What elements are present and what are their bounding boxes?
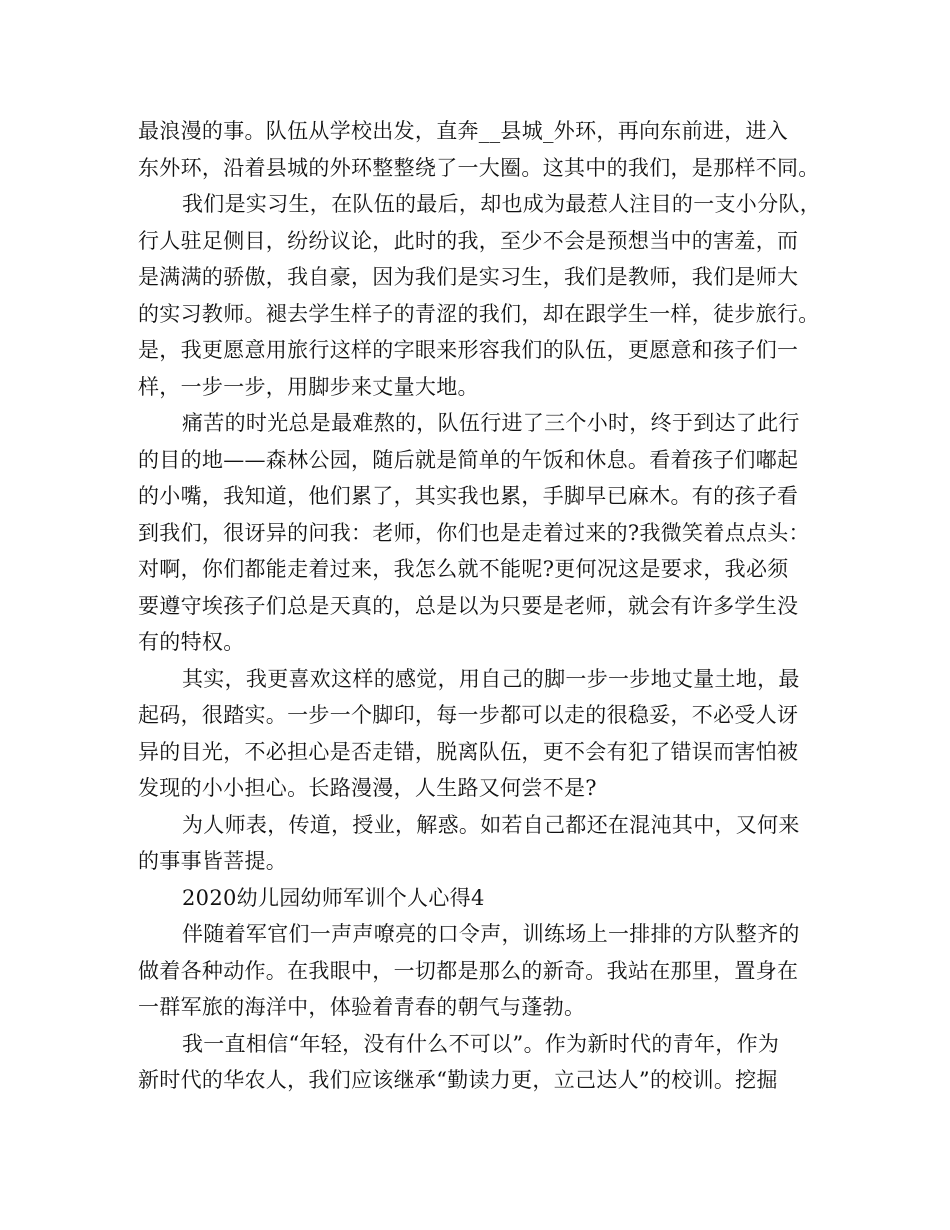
text-line: 最浪漫的事。队伍从学校出发，直奔__县城_外环，再向东前进，进入 — [138, 119, 789, 143]
text-line: 异的目光，不必担心是否走错，脱离队伍，更不会有犯了错误而害怕被 — [138, 739, 799, 764]
text-line: 一群军旅的海洋中，体验着青春的朝气与蓬勃。 — [138, 995, 586, 1019]
text-line: 我一直相信“年轻，没有什么不可以”。作为新时代的青年，作为 — [182, 1031, 780, 1056]
text-line: 我们是实习生，在队伍的最后，却也成为最惹人注目的一支小分队， — [182, 192, 821, 216]
text-line: 为人师表，传道，授业，解惑。如若自己都还在混沌其中，又何来 — [182, 812, 800, 837]
text-line: 2020幼儿园幼师军训个人心得4 — [182, 885, 485, 910]
text-line: 到我们，很讶异的问我：老师，你们也是走着过来的?我微笑着点点头： — [138, 520, 810, 545]
text-line: 伴随着军官们一声声嘹亮的口令声，训练场上一排排的方队整齐的 — [182, 922, 800, 946]
text-line: 要遵守埃孩子们总是天真的，总是以为只要是老师，就会有许多学生没 — [138, 593, 799, 618]
text-line: 新时代的华农人，我们应该继承“勤读力更，立己达人”的校训。挖掘 — [138, 1068, 778, 1092]
text-line: 东外环，沿着县城的外环整整绕了一大圈。这其中的我们，是那样不同。 — [138, 155, 820, 180]
text-line: 的事事皆菩提。 — [138, 849, 288, 873]
text-line: 痛苦的时光总是最难熬的，队伍行进了三个小时，终于到达了此行 — [182, 411, 800, 435]
text-line: 是，我更愿意用旅行这样的字眼来形容我们的队伍，更愿意和孩子们一 — [138, 338, 799, 362]
document-body — [138, 113, 821, 1099]
text-line: 的实习教师。褪去学生样子的青涩的我们，却在跟学生一样，徒步旅行。 — [138, 301, 820, 326]
text-line: 样，一步一步，用脚步来丈量大地。 — [138, 374, 479, 399]
text-line: 起码，很踏实。一步一个脚印，每一步都可以走的很稳妥，不必受人讶 — [138, 703, 799, 727]
text-line: 其实，我更喜欢这样的感觉，用自己的脚一步一步地丈量土地，最 — [182, 666, 800, 691]
text-line: 是满满的骄傲，我自豪，因为我们是实习生，我们是教师，我们是师大 — [138, 265, 799, 289]
text-line: 做着各种动作。在我眼中，一切都是那么的新奇。我站在那里，置身在 — [138, 958, 799, 983]
text-line: 发现的小小担心。长路漫漫，人生路又何尝不是? — [138, 776, 597, 800]
text-line: 对啊，你们都能走着过来，我怎么就不能呢?更何况这是要求，我必须 — [138, 557, 789, 581]
text-line: 的小嘴，我知道，他们累了，其实我也累，手脚早已麻木。有的孩子看 — [138, 484, 799, 508]
text-line: 行人驻足侧目，纷纷议论，此时的我，至少不会是预想当中的害羞，而 — [138, 228, 799, 253]
text-line: 有的特权。 — [138, 630, 245, 654]
text-line: 的目的地——森林公园，随后就是简单的午饭和休息。看着孩子们嘟起 — [138, 447, 799, 472]
